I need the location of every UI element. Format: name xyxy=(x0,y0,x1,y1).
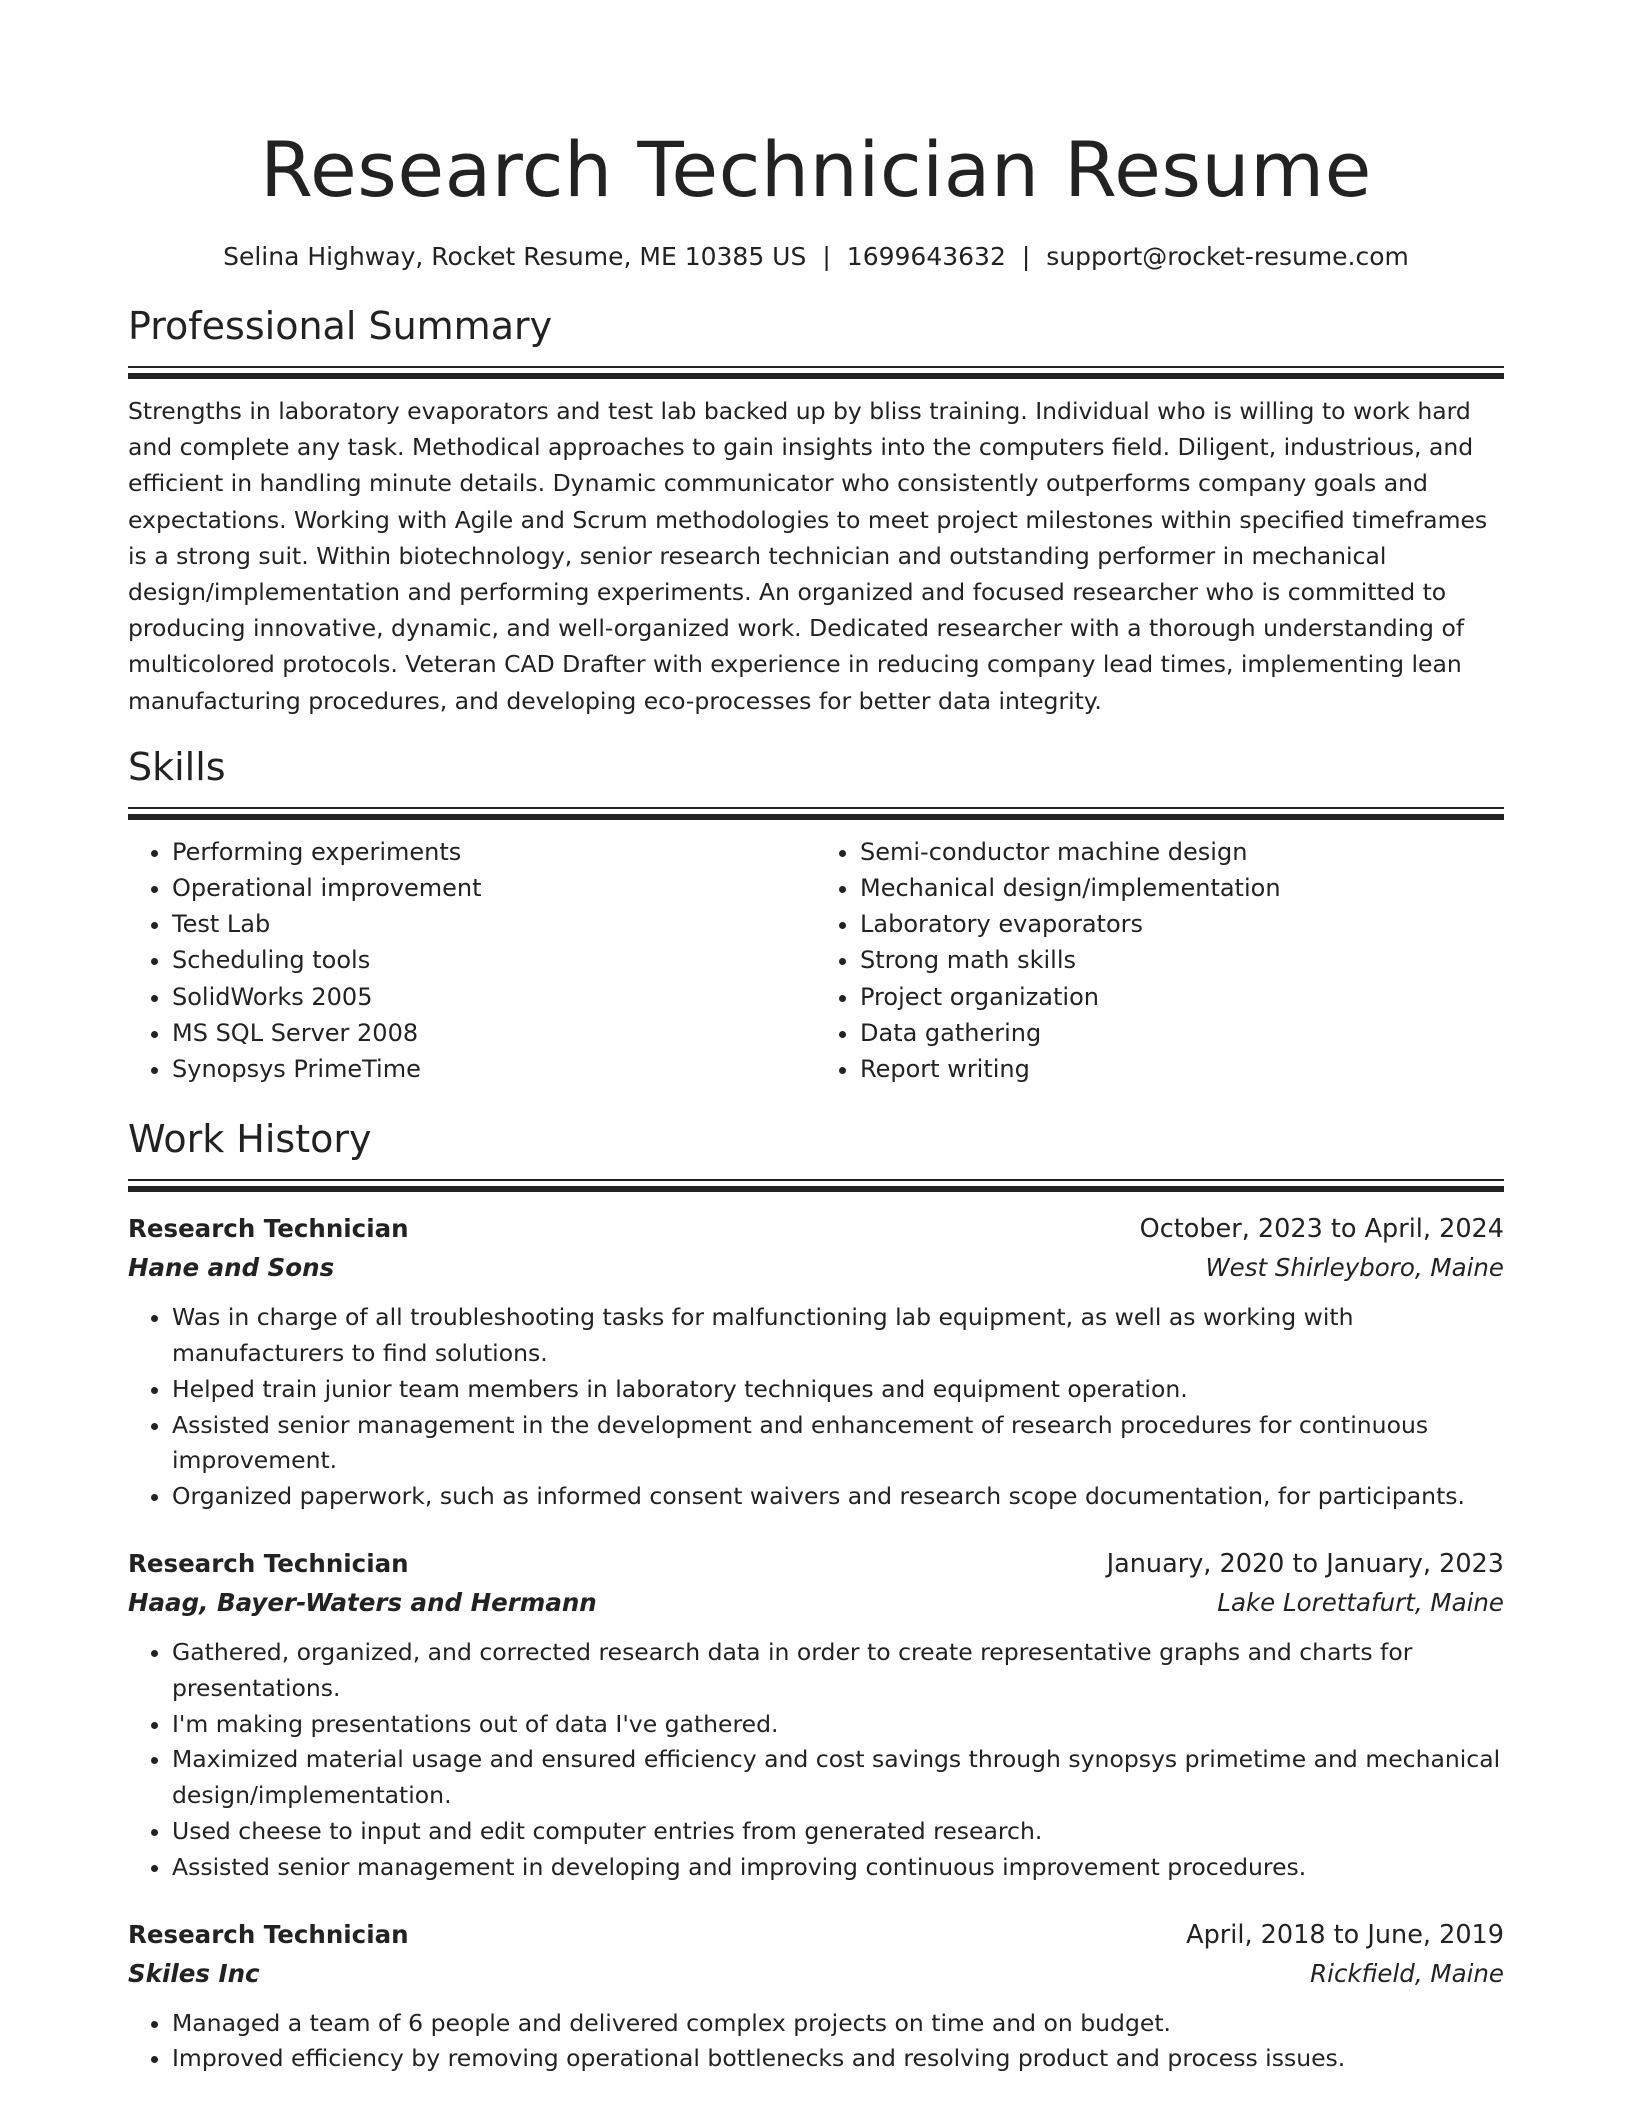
skill-item: • Semi-conductor machine design xyxy=(860,834,1504,870)
job-bullet: • Managed a team of 6 people and delivered complex projects on time and on budget. xyxy=(172,2006,1504,2042)
contact-phone: 1699643632 xyxy=(846,242,1006,271)
job-company: Skiles Inc xyxy=(128,1958,260,1988)
skill-item: • MS SQL Server 2008 xyxy=(172,1015,816,1051)
job-location: Rickfield, Maine xyxy=(1310,1958,1504,1988)
job-location: West Shirleyboro, Maine xyxy=(1205,1253,1504,1283)
job-bullet: • Improved efficiency by removing operational bottlenecks and resolving product and process issues. xyxy=(172,2041,1504,2077)
skill-item: • Test Lab xyxy=(172,906,816,942)
resume-title: Research Technician Resume xyxy=(260,125,1372,214)
section-divider xyxy=(128,1179,1504,1192)
job-bullets xyxy=(128,1300,1504,1515)
skill-item: • Strong math skills xyxy=(860,942,1504,978)
skill-item: • Synopsys PrimeTime xyxy=(172,1051,816,1087)
job-bullet: • Maximized material usage and ensured efficiency and cost savings through synopsys primetime and mechanical design/implementation. xyxy=(172,1742,1504,1814)
contact-address: Selina Highway, Rocket Resume, ME 10385 US xyxy=(223,242,807,271)
skill-item: • Report writing xyxy=(860,1051,1504,1087)
summary-heading: Professional Summary xyxy=(128,304,553,348)
job-bullet: • Was in charge of all troubleshooting tasks for malfunctioning lab equipment, as well as working with manufacturers to find solutions. xyxy=(172,1300,1504,1372)
skill-item: • Scheduling tools xyxy=(172,942,816,978)
contact-separator: | xyxy=(1021,242,1031,271)
job-bullet: • Used cheese to input and edit computer entries from generated research. xyxy=(172,1814,1504,1850)
skills-list-left xyxy=(128,834,816,1087)
job-entry xyxy=(128,1210,1504,1515)
job-dates: April, 2018 to June, 2019 xyxy=(1186,1919,1504,1950)
skills-list-right xyxy=(816,834,1504,1087)
skill-item: • Performing experiments xyxy=(172,834,816,870)
contact-line xyxy=(128,240,1504,274)
job-company: Haag, Bayer-Waters and Hermann xyxy=(128,1588,597,1618)
skills-section xyxy=(128,741,1504,1087)
skill-item: • Laboratory evaporators xyxy=(860,906,1504,942)
section-divider xyxy=(128,807,1504,820)
job-company: Hane and Sons xyxy=(128,1253,335,1283)
job-entry xyxy=(128,1916,1504,2078)
skills-heading: Skills xyxy=(128,744,226,789)
job-dates: January, 2020 to January, 2023 xyxy=(1106,1549,1504,1580)
summary-text: Strengths in laboratory evaporators and test lab backed up by bliss training. Individual who is willing to work hard and complete any task. Methodical approaches to gain insights into the computers field. Diligent, industrious, and efficient in handling minute details. Dynamic communicator who consistently outperforms company goals and expectations. Working with Agile and Scrum methodologies to meet project milestones within specified timeframes is a strong suit. Within biotechnology, senior research technician and outstanding performer in mechanical design/implementation and performing experiments. An organized and focused researcher who is committed to producing innovative, dynamic, and well-organized work. Dedicated researcher with a thorough understanding of multicolored protocols. Veteran CAD Drafter with experience in reducing company lead times, implementing lean manufacturing procedures, and developing eco-processes for better data integrity. xyxy=(128,397,1488,715)
skill-item: • Project organization xyxy=(860,979,1504,1015)
job-bullet: • Organized paperwork, such as informed consent waivers and research scope documentation, for participants. xyxy=(172,1479,1504,1515)
job-title: Research Technician xyxy=(128,1919,409,1949)
skill-item: • Mechanical design/implementation xyxy=(860,870,1504,906)
job-bullet: • Assisted senior management in developing and improving continuous improvement procedures. xyxy=(172,1850,1504,1886)
job-bullets xyxy=(128,1635,1504,1886)
skill-item: • Data gathering xyxy=(860,1015,1504,1051)
skills-columns xyxy=(128,834,1504,1087)
job-title: Research Technician xyxy=(128,1549,409,1579)
job-dates: October, 2023 to April, 2024 xyxy=(1139,1214,1504,1245)
job-bullet: • Assisted senior management in the development and enhancement of research procedures for continuous improvement. xyxy=(172,1408,1504,1480)
job-bullet: • Gathered, organized, and corrected research data in order to create representative graphs and charts for presentations. xyxy=(172,1635,1504,1707)
section-divider xyxy=(128,366,1504,379)
work-history-section xyxy=(128,1113,1504,2077)
skill-item: • SolidWorks 2005 xyxy=(172,979,816,1015)
skill-item: • Operational improvement xyxy=(172,870,816,906)
contact-separator: | xyxy=(822,242,831,271)
summary-section xyxy=(128,300,1504,719)
job-title: Research Technician xyxy=(128,1214,409,1244)
job-bullets xyxy=(128,2006,1504,2078)
work-history-heading: Work History xyxy=(128,1117,372,1162)
job-location: Lake Lorettafurt, Maine xyxy=(1217,1588,1504,1618)
job-entry xyxy=(128,1545,1504,1886)
job-bullet: • Helped train junior team members in laboratory techniques and equipment operation. xyxy=(172,1372,1504,1408)
contact-email[interactable]: support@rocket-resume.com xyxy=(1046,242,1409,271)
job-bullet: • I'm making presentations out of data I've gathered. xyxy=(172,1707,1504,1743)
